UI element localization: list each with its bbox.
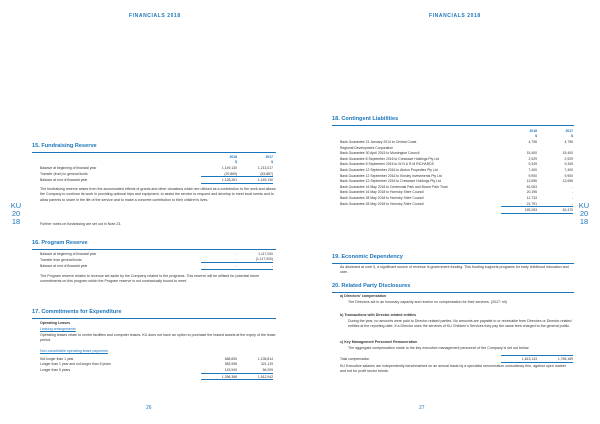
director-transactions-text: During the year, no amounts were paid to Director-related parties. No amounts are payable to or receivable from Directors or Director-related entities at the reporting date. If a Director uses the services of KU Children's Services they pay the same fees charged to the general public. xyxy=(348,319,572,329)
row-value: 1,149,130 xyxy=(221,165,237,170)
row-value: 583,598 xyxy=(224,362,237,367)
kmp-remuneration-text: The aggregate compensation made to the key executive management personnel of the Company is set out below: xyxy=(348,346,530,350)
row-value: 62,063 xyxy=(526,184,537,189)
row-value: 12,733 xyxy=(526,195,537,200)
operating-leases-heading: Operating Leases xyxy=(40,321,71,325)
row-value: - xyxy=(201,263,237,270)
row-value: 4,796 xyxy=(528,139,537,144)
row-label: Longer than 1 year and not longer than 5 years xyxy=(40,362,111,367)
section-rule xyxy=(332,125,574,126)
row-label: Balance at beginning of financial year xyxy=(40,251,97,256)
row-value: - xyxy=(571,184,573,189)
row-label: Transfer (from) to general funds xyxy=(40,171,88,176)
currency-label: $ xyxy=(535,134,537,139)
section-rule xyxy=(32,249,276,250)
row-label: Bank Guarantee 28 May 2018 to Hornsby Shire Council xyxy=(340,201,424,206)
section-title-18: 18. Contingent Liabilities xyxy=(332,116,399,122)
row-label: Balance at beginning of financial year xyxy=(40,165,97,170)
row-value: 7,400 xyxy=(564,167,573,172)
page-right xyxy=(300,0,600,424)
row-value: 1,396,368 xyxy=(201,373,237,380)
row-value: 56,009 xyxy=(262,367,273,372)
row-value: 1,512,942 xyxy=(237,373,273,380)
section-title-16: 16. Program Reserve xyxy=(32,240,88,246)
row-value: 7,400 xyxy=(528,167,537,172)
currency-label: $ xyxy=(235,160,237,165)
section-rule xyxy=(332,263,574,264)
table-program-reserve xyxy=(40,251,273,270)
row-label: Bank Guarantee 16 May 2018 to Centennial Park and Moore Park Trust xyxy=(340,184,448,189)
table-total-row xyxy=(340,207,573,214)
side-logo-left xyxy=(8,202,24,226)
row-value: 2,929 xyxy=(528,156,537,161)
side-logo-right xyxy=(576,202,592,226)
fundraising-note: Further notes on fundraising are set out in Note 23. xyxy=(40,222,122,226)
row-label: Bank Guarantee 16 May 2018 to Hornsby Shire Council xyxy=(340,190,424,195)
row-label: Bank Guarantee 8 September 2016 to Creswave Holdings Pty Ltd xyxy=(340,156,439,161)
row-value: 159,253 xyxy=(501,207,537,214)
row-label: Longer than 5 years xyxy=(40,368,71,373)
table-fundraising-reserve xyxy=(40,154,273,184)
economic-dependency-paragraph: As disclosed at note 5, a significant source of revenue is government funding. This funding supports programs for early childhood education and care. xyxy=(340,265,569,275)
row-value: 62,470 xyxy=(537,207,573,214)
row-label: Regional Development Corporation xyxy=(340,145,393,150)
program-paragraph: The Program reserve relates to revenue set aside by the Company related to the programs. This reserve will be utilised for potential future commitments on this program which the Program reserve is not contractually bound to meet. xyxy=(40,274,260,284)
row-label: Bank Guarantee 12 September 2016 to Kinsley Investments Pty Ltd xyxy=(340,173,442,178)
executive-salaries-paragraph: KU Executive salaries are independently benchmarked on an annual basis by a specialist remuneration consultancy firm, against open market and not for profit sector trends. xyxy=(340,364,566,374)
row-value: (20,869) xyxy=(224,171,237,176)
row-label: Not longer than 1 year xyxy=(40,356,74,361)
row-value: 668,830 xyxy=(224,356,237,361)
directors-compensation-text: The Directors act in an honorary capacity and receive no compensation for their services. (2017: nil) xyxy=(348,300,507,304)
running-header: FINANCIALS 2018 xyxy=(129,13,181,19)
row-value: 9,900 xyxy=(564,173,573,178)
row-value: - xyxy=(237,263,273,270)
row-value: - xyxy=(571,195,573,200)
side-logo-org: KU xyxy=(578,201,590,210)
kmp-remuneration-heading: c) Key Management Personnel Remuneration xyxy=(340,340,418,344)
section-rule xyxy=(332,292,574,293)
fundraising-paragraph: The fundraising reserve arises from the accumulated effects of grants and other donations which are utilised as a contribution to the work and allows the Company to continue its work in providing optional trips and equipment, to assist the service to respond and develop to meet local needs and to allow parents to share in the life of the service and to make a concrete contribution to their children's lives. xyxy=(40,187,276,202)
row-label: Balance at end of financial year xyxy=(40,263,88,268)
row-label: Bank Guarantee 8 September 2016 to W N & R M RICHARDS xyxy=(340,162,434,167)
directors-compensation-heading: a) Directors' compensation xyxy=(340,294,387,298)
row-label: Transfer from general funds xyxy=(40,257,82,262)
side-logo-year-a: 20 xyxy=(579,209,589,218)
col-year-2018: 2018 xyxy=(529,128,537,133)
row-value: 12,696 xyxy=(562,179,573,184)
side-logo-year-a: 20 xyxy=(11,209,21,218)
section-title-20: 20. Related Party Disclosures xyxy=(332,283,411,289)
side-logo-year-b: 18 xyxy=(579,217,589,226)
row-value: 21,791 xyxy=(526,201,537,206)
row-label: Bank Guarantee 30 April 2015 to Mornington Council xyxy=(340,151,420,156)
table-contingent-liabilities xyxy=(340,128,573,214)
currency-label: $ xyxy=(571,134,573,139)
row-label: Balance at end of financial year xyxy=(40,178,88,183)
row-value: 1,813,143 xyxy=(501,356,537,363)
row-value: 15,400 xyxy=(562,151,573,156)
row-value: 1,128,261 xyxy=(201,177,237,184)
row-value: - xyxy=(235,251,237,256)
row-value: 1,117,000 xyxy=(258,251,273,256)
leases-paragraph: Operating leases relate to centre facilities and computer leases. KU does not have an option to purchase the leased assets at the expiry of the lease period. xyxy=(40,333,276,343)
table-total-row xyxy=(340,356,573,363)
section-title-15: 15. Fundraising Reserve xyxy=(32,143,97,149)
section-rule xyxy=(32,318,276,319)
row-label: Total compensation xyxy=(340,356,370,361)
table-kmp-compensation xyxy=(340,355,573,363)
table-total-row xyxy=(40,263,273,270)
row-value: - xyxy=(571,201,573,206)
section-title-17: 17. Commitments for Expenditure xyxy=(32,309,122,315)
table-total-row xyxy=(40,177,273,184)
row-value: 9,900 xyxy=(528,173,537,178)
lease-payments-heading: Non-cancellable operating lease payments xyxy=(40,349,108,353)
col-year-2017: 2017 xyxy=(565,128,573,133)
section-rule xyxy=(32,152,276,153)
row-value: 1,765,169 xyxy=(537,356,573,363)
row-label: Bank Guarantee 28 May 2018 to Hornsby Shire Council xyxy=(340,195,424,200)
row-value: 143,940 xyxy=(224,367,237,372)
row-label: Bank Guarantee 12 September 2016 to Abdon Properties Pty Ltd xyxy=(340,167,438,172)
running-header: FINANCIALS 2018 xyxy=(429,13,481,19)
col-year-2017: 2017 xyxy=(265,154,273,159)
table-total-row xyxy=(40,373,273,380)
row-value: 321,119 xyxy=(260,362,273,367)
table-lease-commitments xyxy=(40,356,273,380)
row-value: (63,887) xyxy=(260,171,273,176)
row-value: 1,213,017 xyxy=(257,165,273,170)
row-value: 1,135,814 xyxy=(257,356,273,361)
row-label: Bank Guarantee 12 September 2016 to Creswave Holdings Pty Ltd xyxy=(340,179,441,184)
row-value: 1,149,130 xyxy=(237,177,273,184)
currency-label: $ xyxy=(271,160,273,165)
page-number-left: 26 xyxy=(146,405,152,411)
side-logo-org: KU xyxy=(10,201,22,210)
row-value: 15,400 xyxy=(526,151,537,156)
row-value: - xyxy=(235,257,237,262)
row-value: 9,349 xyxy=(528,162,537,167)
col-year-2018: 2018 xyxy=(229,154,237,159)
row-value: (1,117,000) xyxy=(255,257,273,262)
row-value: 12,696 xyxy=(526,179,537,184)
row-value: 2,929 xyxy=(564,156,573,161)
side-logo-year-b: 18 xyxy=(11,217,21,226)
row-value: 9,349 xyxy=(564,162,573,167)
row-value: 20,196 xyxy=(526,190,537,195)
director-transactions-heading: b) Transactions with Director-related entities xyxy=(340,313,417,317)
leasing-arrangements-heading: Leasing arrangements xyxy=(40,327,76,331)
row-value: - xyxy=(571,190,573,195)
page-number-right: 27 xyxy=(419,405,425,411)
row-value: 4,796 xyxy=(564,139,573,144)
row-label: Bank Guarantee 21 January 2014 to Central Coast xyxy=(340,139,417,144)
section-title-19: 19. Economic Dependency xyxy=(332,254,403,260)
